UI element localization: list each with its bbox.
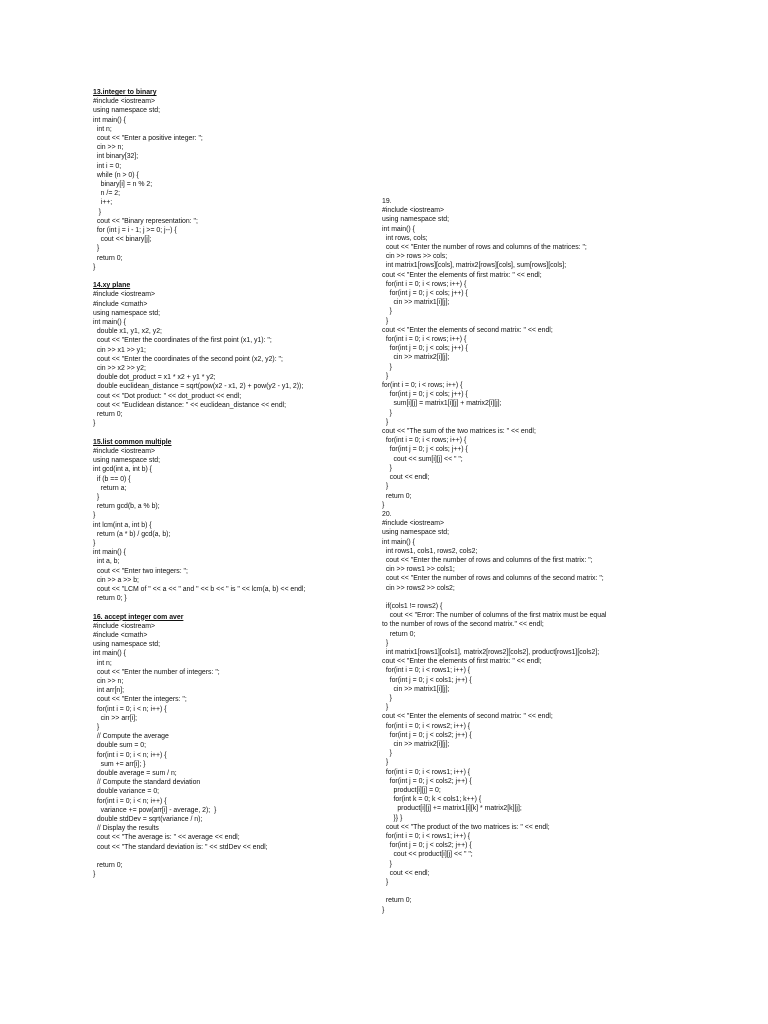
- code-line: cout << "Enter two integers: ";: [93, 567, 188, 575]
- code-line: }: [382, 409, 392, 417]
- code-line: int rows, cols;: [382, 234, 428, 242]
- code-line: cin >> a >> b;: [93, 576, 139, 584]
- code-line: cin >> arr[i];: [93, 714, 138, 722]
- code-line: if(cols1 != rows2) {: [382, 602, 443, 610]
- code-line: #include <iostream>: [93, 447, 156, 455]
- code-line: cout << "Dot product: " << dot_product << endl;: [93, 392, 242, 400]
- code-line: }: [382, 906, 385, 914]
- code-line: for(int i = 0; i < n; i++) {: [93, 705, 167, 713]
- blank-line: [93, 272, 358, 281]
- code-line: // Display the results: [93, 825, 159, 833]
- section-heading: 14.xy plane: [93, 282, 131, 290]
- code-line: return 0; }: [93, 595, 127, 603]
- code-line: }: [382, 308, 392, 316]
- code-line: for(int i = 0; i < rows; i++) {: [382, 336, 467, 344]
- code-line: int i = 0;: [93, 162, 122, 170]
- code-line: cout << "Enter the elements of second matrix: " << endl;: [382, 713, 553, 721]
- section-heading: 16. accept integer com aver: [93, 613, 184, 621]
- blank-line: [382, 887, 612, 896]
- code-line: return 0;: [93, 254, 123, 262]
- code-line: #include <iostream>: [93, 622, 156, 630]
- code-line: product[i][j] = 0;: [382, 786, 441, 794]
- code-line: using namespace std;: [93, 107, 161, 115]
- code-line: cin >> rows2 >> cols2;: [382, 584, 455, 592]
- code-line: for(int j = 0; j < cols2; j++) {: [382, 777, 472, 785]
- code-line: }: [93, 208, 102, 216]
- code-line: cin >> matrix1[i][j];: [382, 685, 450, 693]
- code-line: cin >> matrix2[i][j];: [382, 740, 450, 748]
- code-line: #include <cmath>: [93, 631, 148, 639]
- code-line: }: [382, 418, 389, 426]
- section-heading: 15.list common multiple: [93, 438, 172, 446]
- code-line: for(int i = 0; i < rows1; i++) {: [382, 768, 471, 776]
- code-line: cout << "Enter the elements of first matrix: " << endl;: [382, 658, 542, 666]
- code-line: return gcd(b, a % b);: [93, 503, 160, 511]
- code-line: }: [382, 759, 389, 767]
- code-line: double variance = 0;: [93, 788, 160, 796]
- code-line: int gcd(int a, int b) {: [93, 466, 152, 474]
- code-line: binary[i] = n % 2;: [93, 181, 153, 189]
- code-line: #include <iostream>: [93, 98, 156, 106]
- code-line: int rows1, cols1, rows2, cols2;: [382, 547, 478, 555]
- code-line: int main() {: [382, 538, 415, 546]
- code-line: cout << endl;: [382, 869, 430, 877]
- code-line: variance += pow(arr[i] - average, 2); }: [93, 806, 217, 814]
- code-line: int arr[n];: [93, 687, 125, 695]
- code-line: int main() {: [93, 116, 126, 124]
- code-line: using namespace std;: [382, 529, 450, 537]
- right-code-column: [382, 197, 612, 915]
- code-line: using namespace std;: [93, 641, 161, 649]
- code-line: for(int i = 0; i < rows1; i++) {: [382, 833, 471, 840]
- code-line: cout << "The average is: " << average << endl;: [93, 834, 240, 842]
- code-line: sum += arr[i]; }: [93, 760, 146, 768]
- code-line: }: [382, 464, 392, 472]
- code-line: double euclidean_distance = sqrt(pow(x2 - x1, 2) + pow(y2 - y1, 2));: [93, 383, 304, 391]
- code-line: using namespace std;: [382, 216, 450, 224]
- section-heading: 13.integer to binary: [93, 89, 157, 96]
- code-line: }: [93, 723, 100, 731]
- code-line: cin >> matrix2[i][j];: [382, 354, 450, 362]
- code-line: cout << "Error: The number of columns of the first matrix must be equal to the number of rows of the second matrix." << endl;: [382, 612, 609, 629]
- code-line: #include <cmath>: [93, 300, 148, 308]
- code-line: }: [93, 420, 96, 428]
- code-line: #include <iostream>: [93, 291, 156, 299]
- blank-line: [93, 603, 358, 612]
- code-line: return 0;: [382, 897, 412, 905]
- code-line: return 0;: [93, 411, 123, 419]
- code-line: for(int j = 0; j < cols1; j++) {: [382, 676, 472, 684]
- code-line: int matrix1[rows1][cols1], matrix2[rows2][cols2], product[rows1][cols2];: [382, 648, 600, 656]
- code-line: cin >> rows1 >> cols1;: [382, 566, 455, 574]
- code-line: double sum = 0;: [93, 742, 147, 750]
- code-line: for(int i = 0; i < rows; i++) {: [382, 437, 467, 445]
- code-line: 20.: [382, 510, 392, 518]
- code-line: // Compute the standard deviation: [93, 779, 201, 787]
- code-line: #include <iostream>: [382, 520, 445, 528]
- code-line: product[i][j] += matrix1[i][k] * matrix2[k][j];: [382, 805, 522, 813]
- code-line: }: [382, 879, 389, 887]
- code-line: using namespace std;: [93, 309, 161, 317]
- code-line: }: [382, 860, 392, 868]
- code-line: // Compute the average: [93, 733, 169, 741]
- code-line: for(int j = 0; j < cols; j++) {: [382, 345, 468, 353]
- code-line: cin >> x2 >> y2;: [93, 365, 146, 373]
- code-line: int n;: [93, 659, 112, 667]
- code-line: cout << "Enter the integers: ";: [93, 696, 187, 704]
- code-line: #include <iostream>: [382, 207, 445, 215]
- code-line: i++;: [93, 199, 113, 207]
- code-line: int main() {: [93, 319, 126, 327]
- code-line: for(int i = 0; i < rows; i++) {: [382, 382, 463, 390]
- code-line: }: [382, 317, 389, 325]
- code-line: cout << "Enter the elements of second matrix: " << endl;: [382, 326, 553, 334]
- code-line: double x1, y1, x2, y2;: [93, 328, 162, 336]
- code-line: cout << "Enter a positive integer: ";: [93, 135, 203, 143]
- code-line: double stdDev = sqrt(variance / n);: [93, 816, 203, 823]
- code-line: cin >> rows >> cols;: [382, 253, 448, 261]
- code-line: sum[i][j] = matrix1[i][j] + matrix2[i][j];: [382, 400, 502, 408]
- blank-line: [382, 593, 612, 602]
- code-line: for(int j = 0; j < cols; j++) {: [382, 391, 468, 399]
- code-line: return 0;: [93, 862, 123, 869]
- code-line: return a;: [93, 484, 127, 492]
- code-line: int binary[32];: [93, 153, 139, 161]
- code-line: double dot_product = x1 * x2 + y1 * y2;: [93, 374, 216, 382]
- code-line: int main() {: [93, 650, 126, 658]
- code-line: for(int i = 0; i < n; i++) {: [93, 797, 167, 805]
- code-line: }} }: [382, 814, 403, 822]
- code-line: cin >> x1 >> y1;: [93, 346, 146, 354]
- code-line: n /= 2;: [93, 190, 121, 198]
- code-line: cout << "The sum of the two matrices is: " << endl;: [382, 428, 536, 436]
- code-line: cout << "Enter the number of rows and columns of the first matrix: ";: [382, 556, 593, 564]
- code-line: }: [93, 493, 100, 501]
- code-line: return 0;: [382, 630, 416, 638]
- code-line: }: [382, 704, 389, 712]
- code-line: for (int j = i - 1; j >= 0; j--) {: [93, 227, 177, 235]
- code-line: double average = sum / n;: [93, 769, 177, 777]
- code-line: for(int j = 0; j < cols; j++) {: [382, 446, 468, 454]
- code-line: cout << "Euclidean distance: " << euclidean_distance << endl;: [93, 401, 286, 409]
- code-line: int main() {: [93, 549, 126, 557]
- code-line: while (n > 0) {: [93, 171, 139, 179]
- code-line: }: [382, 750, 392, 758]
- code-line: for(int i = 0; i < rows2; i++) {: [382, 722, 471, 730]
- code-line: cout << "Enter the number of rows and columns of the matrices: ";: [382, 244, 587, 252]
- code-line: for(int j = 0; j < cols; j++) {: [382, 290, 468, 298]
- code-line: cout << product[i][j] << " ";: [382, 851, 473, 859]
- blank-line: [93, 852, 358, 861]
- code-line: cin >> n;: [93, 677, 124, 685]
- code-line: return 0;: [382, 492, 412, 500]
- code-line: int lcm(int a, int b) {: [93, 521, 152, 529]
- code-line: cout << "The standard deviation is: " << stdDev << endl;: [93, 843, 268, 851]
- code-line: cout << "Enter the elements of first matrix: " << endl;: [382, 271, 542, 279]
- code-line: int a, b;: [93, 558, 120, 566]
- left-code-column: [93, 88, 358, 879]
- code-line: cout << "The product of the two matrices is: " << endl;: [382, 823, 550, 831]
- code-line: int n;: [93, 125, 112, 133]
- code-line: }: [382, 694, 392, 702]
- code-line: for(int j = 0; j < cols2; j++) {: [382, 731, 472, 739]
- code-line: for(int i = 0; i < n; i++) {: [93, 751, 167, 759]
- code-line: cout << "Binary representation: ";: [93, 217, 198, 225]
- code-line: cin >> n;: [93, 144, 124, 152]
- code-line: cout << endl;: [382, 474, 430, 482]
- code-line: cout << "Enter the coordinates of the second point (x2, y2): ";: [93, 355, 283, 363]
- code-line: using namespace std;: [93, 457, 161, 465]
- code-line: }: [382, 639, 389, 647]
- code-line: for(int j = 0; j < cols2; j++) {: [382, 842, 472, 850]
- code-line: }: [93, 871, 96, 879]
- code-line: cout << sum[i][j] << " ";: [382, 455, 463, 463]
- code-line: }: [382, 372, 389, 380]
- code-line: cin >> matrix1[i][j];: [382, 299, 450, 307]
- code-line: cout << "LCM of " << a << " and " << b << " is " << lcm(a, b) << endl;: [93, 585, 306, 593]
- code-line: }: [93, 539, 96, 547]
- code-line: 19.: [382, 198, 392, 205]
- blank-line: [93, 429, 358, 438]
- code-line: }: [93, 512, 96, 520]
- code-line: for(int k = 0; k < cols1; k++) {: [382, 796, 482, 804]
- code-line: cout << "Enter the coordinates of the first point (x1, y1): ";: [93, 337, 272, 345]
- code-line: cout << binary[j];: [93, 236, 152, 244]
- code-line: cout << "Enter the number of integers: ";: [93, 668, 220, 676]
- code-line: for(int i = 0; i < rows; i++) {: [382, 280, 467, 288]
- code-line: return (a * b) / gcd(a, b);: [93, 530, 171, 538]
- code-line: int main() {: [382, 225, 415, 233]
- code-line: for(int i = 0; i < rows1; i++) {: [382, 667, 471, 675]
- code-line: if (b == 0) {: [93, 475, 131, 483]
- code-line: }: [382, 363, 392, 371]
- code-line: }: [93, 245, 100, 253]
- code-line: }: [382, 483, 389, 491]
- code-line: }: [93, 263, 96, 271]
- code-line: }: [382, 501, 385, 509]
- code-line: int matrix1[rows][cols], matrix2[rows][cols], sum[rows][cols];: [382, 262, 567, 270]
- code-line: cout << "Enter the number of rows and columns of the second matrix: ";: [382, 575, 604, 583]
